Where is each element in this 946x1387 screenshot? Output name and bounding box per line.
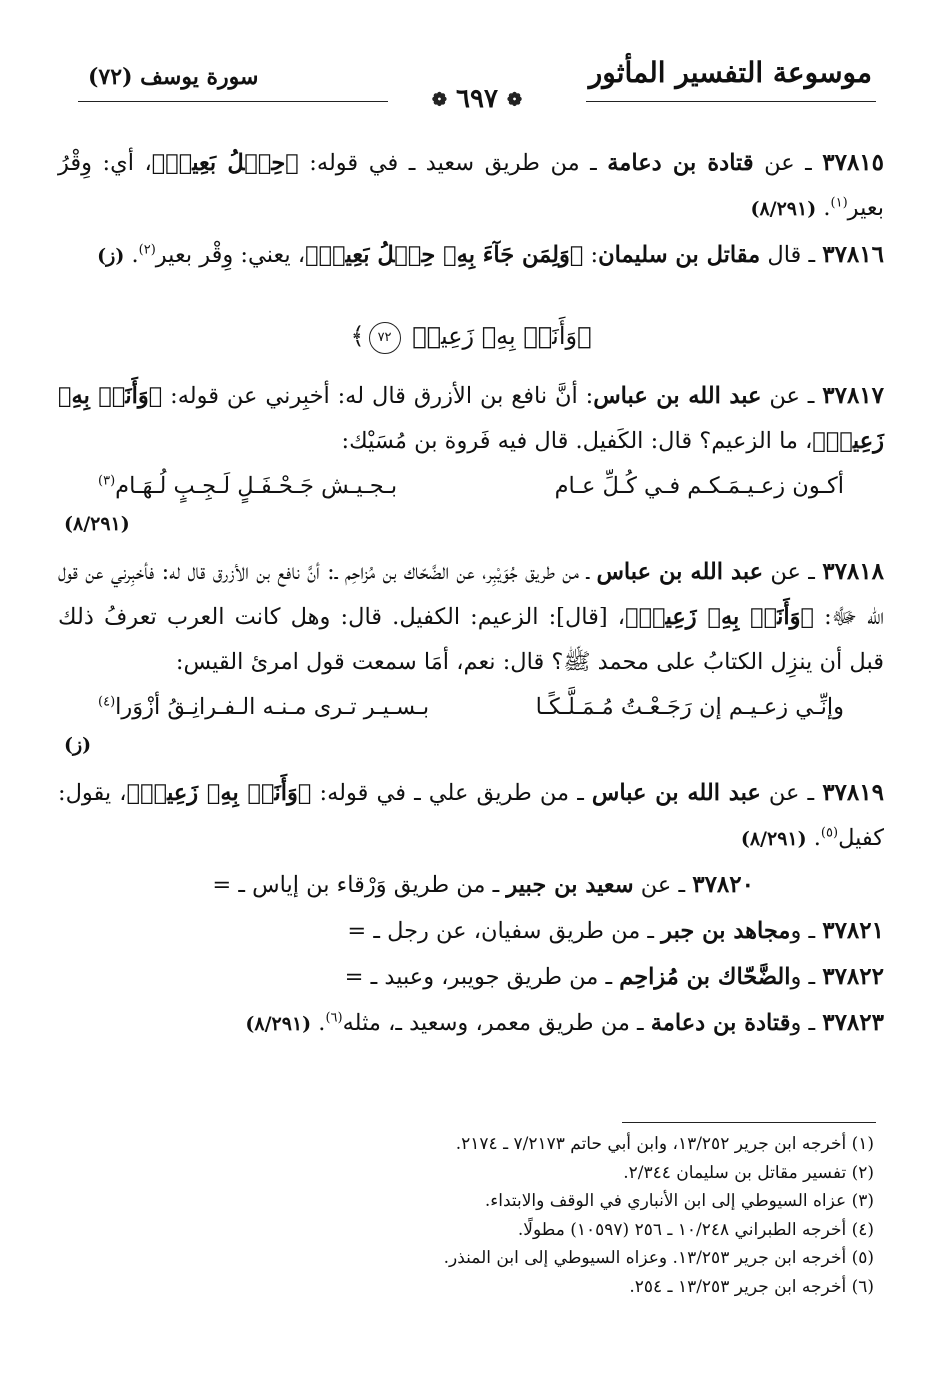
footnote-marker: (٢)	[138, 242, 156, 258]
poem-hemistich-left	[98, 464, 397, 508]
poem-hemistich-left	[98, 685, 429, 729]
entry-number: ٣٧٨١٧	[822, 382, 885, 409]
entry-text: ـ من طريق معمر، وسعيد ـ، مثله	[342, 1010, 651, 1036]
footnote-marker: (١)	[830, 195, 848, 211]
source-reference: (٨/٢٩١)	[64, 513, 130, 535]
entry-text: :	[583, 242, 599, 268]
entry-text: ـ عن	[633, 872, 693, 898]
narrator-name: مقاتل بن سليمان	[598, 242, 761, 268]
footnote-item: (١) أخرجه ابن جرير ١٣/٢٥٢، وابن أبي حاتم ٧/٢١٧٣ ـ ٢١٧٤.	[455, 1134, 874, 1154]
entry-text: ـ و	[790, 964, 823, 990]
entry-number: ٣٧٨٢١	[822, 917, 884, 944]
entry-text: ، [قال]: الزعيم: الكفيل. قال: وهل كانت العرب تعرفُ ذلك قبل أن ينزِل الكتابُ على محمد ﷺ؟ قال: نعم، أمَا سمعت قول امرئ القيس:	[58, 604, 884, 675]
verse-heading-text: ﴿وَأَنَا۠ بِهِۦ زَعِيمٞ	[412, 322, 592, 350]
narrator-name: عبد الله بن عباس	[596, 559, 764, 585]
entry-text: ـ عن	[761, 383, 823, 409]
quran-quote: ﴿وَأَنَا۠ بِهِۦ زَعِيمٞ﴾	[58, 383, 884, 454]
narrator-name: عبد الله بن عباس	[593, 383, 762, 409]
poem-verse	[58, 685, 884, 729]
entry-37822	[58, 954, 884, 1000]
verse-heading	[58, 309, 884, 363]
footnote-item: (٥) أخرجه ابن جرير ١٣/٢٥٣. وعزاه السيوطي إلى ابن المنذر.	[443, 1248, 874, 1268]
quran-quote: ﴿وَأَنَا۠ بِهِۦ زَعِيمٞ﴾	[625, 604, 814, 630]
entry-number: ٣٧٨١٦	[822, 241, 884, 268]
page-number-block	[78, 84, 876, 114]
entry-text: ـ من طريق علي ـ في قوله:	[311, 780, 592, 806]
footnote-item: (٢) تفسير مقاتل بن سليمان ٢/٣٤٤.	[623, 1162, 874, 1183]
entry-37815	[58, 140, 884, 232]
page-header	[78, 56, 876, 118]
poem-verse	[58, 464, 884, 508]
entry-text: ، يعني: وِقْر بعير	[155, 242, 306, 268]
entry-text: ، يقول: كفيل	[58, 780, 884, 851]
entry-number: ٣٧٨١٨	[822, 558, 884, 585]
narrator-name: سعيد بن جبير	[506, 872, 634, 898]
poem-reference	[58, 729, 884, 760]
book-running-title: موسوعة التفسير المأثور	[588, 56, 872, 89]
footnote-marker: (٦)	[325, 1010, 343, 1026]
quran-quote: ﴿وَلِمَن جَآءَ بِهِۦ حِمۡلُ بَعِيرٖ﴾	[305, 242, 584, 268]
entry-text: .	[311, 1010, 326, 1036]
spacer	[58, 539, 884, 549]
footnote-marker: (٥)	[820, 825, 839, 841]
entry-number: ٣٧٨٢٣	[822, 1009, 884, 1036]
entry-text: ـ من طريق جويبر، وعبيد ـ =	[344, 964, 620, 990]
entry-text: ـ و	[790, 1010, 823, 1036]
footnote-item: (٤) أخرجه الطبراني ١٠/٢٤٨ ـ ٢٥٦ (١٠٥٩٧) مطولًا.	[517, 1219, 874, 1240]
footnote-item: (٦) أخرجه ابن جرير ١٣/٢٥٣ ـ ٢٥٤.	[629, 1276, 874, 1297]
narrator-name: عبد الله بن عباس	[591, 780, 761, 806]
poem-hemistich-text: بـجـيـش جَـحْـفَـلٍ لَـجِـبٍ لُـهَـام	[115, 473, 398, 499]
entry-text: ، أي: وِقْرُ بعير	[58, 150, 884, 221]
entry-text: ـ من طريق سعيد ـ في قوله:	[298, 150, 608, 176]
entry-text: ـ عن	[760, 780, 823, 806]
entry-text: ـ من طريق سفيان، عن رجل ـ =	[347, 918, 662, 944]
entry-37817	[58, 373, 884, 464]
main-text	[58, 140, 884, 1047]
surah-running-title: سورة يوسف (٧٢)	[88, 64, 259, 90]
footnote-marker: (٤)	[98, 694, 116, 710]
narrator-name: الضَّحّاك بن مُزاحِم	[619, 964, 791, 990]
entry-text: .	[806, 825, 821, 851]
entry-text: .	[124, 242, 139, 268]
entry-text: ـ و	[790, 918, 823, 944]
entry-37818	[58, 549, 884, 685]
entry-text: : أنَّ نافع بن الأزرق قال له: أخبِرني عن قوله:	[162, 383, 594, 409]
entry-37816	[58, 232, 884, 279]
quran-quote: ﴿وَأَنَا۠ بِهِۦ زَعِيمٞ﴾	[126, 780, 312, 806]
narrator-name: مجاهد بن جبر	[661, 918, 791, 944]
entry-37823	[58, 1000, 884, 1047]
narrator-name: قتادة بن دعامة	[607, 150, 754, 176]
entry-text: ، ما الزعيم؟ قال: الكَفيل. قال فيه فَروة بن مُسَيْك:	[341, 428, 813, 454]
entry-text: .	[816, 195, 831, 221]
quran-quote: ﴿حِمۡلُ بَعِيرٖ﴾	[151, 150, 299, 176]
entry-37820	[58, 862, 884, 908]
entry-text: ـ من طريق جُوَيْبِر، عن الضَّحّاك بن مُزاحِم ـ: أنَّ نافع بن الأزرق قال له: فأخبِرني عن قول الله ﷻ:	[58, 559, 884, 630]
entry-37819	[58, 770, 884, 862]
page-number: ٦٩٧	[456, 84, 498, 114]
entry-number: ٣٧٨١٥	[822, 149, 885, 176]
ornament-icon: ❁	[507, 89, 523, 111]
entry-37821	[58, 908, 884, 954]
verse-heading-close: ﴾	[350, 322, 365, 350]
entry-number: ٣٧٨٢٢	[822, 963, 884, 990]
source-reference: (٨/٢٩١)	[750, 198, 817, 220]
spacer	[58, 760, 884, 770]
ayah-number-badge: ٧٢	[369, 322, 401, 354]
entry-text: ـ من طريق وَرْقاء بن إياس ـ =	[212, 872, 507, 898]
entry-text: ـ قال	[760, 242, 823, 268]
ornament-icon: ❁	[431, 89, 447, 111]
footnote-separator	[622, 1122, 876, 1123]
entry-text: ـ عن	[763, 559, 823, 585]
entry-number: ٣٧٨١٩	[822, 779, 884, 806]
footnote-item: (٣) عزاه السيوطي إلى ابن الأنباري في الوقف والابتداء.	[484, 1191, 874, 1211]
footnote-marker: (٣)	[98, 473, 116, 489]
source-reference: (٨/٢٩١)	[740, 828, 807, 850]
source-reference: (ز)	[64, 734, 92, 756]
poem-reference	[58, 508, 884, 539]
poem-hemistich-text: بـسـيـر تـرى مـنـه الـفـرانِـقُ أزْوَرا	[115, 694, 430, 720]
entry-text: ـ عن	[753, 150, 823, 176]
poem-hemistich-right: وإنِّـي زعـيـم إن رَجَـعْـتُ مُـمَـلَّـكًـا	[535, 694, 844, 720]
poem-hemistich-right: أكـون زعـيـمَـكـم فـي كُـلِّ عـام	[554, 473, 844, 499]
source-reference: (٨/٢٩١)	[245, 1013, 312, 1035]
narrator-name: قتادة بن دعامة	[650, 1010, 791, 1036]
entry-number: ٣٧٨٢٠	[692, 871, 754, 898]
source-reference: (ز)	[97, 245, 125, 267]
footnotes	[54, 1130, 874, 1301]
